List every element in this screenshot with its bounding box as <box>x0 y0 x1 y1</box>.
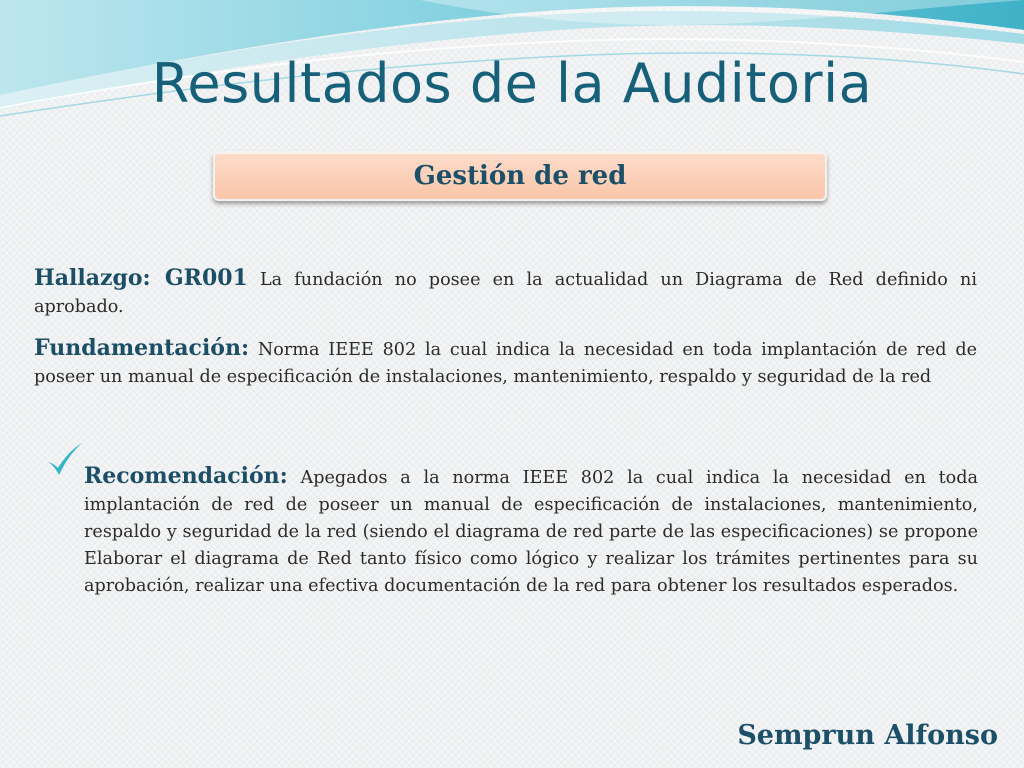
fundamentacion-label: Fundamentación: <box>34 335 250 361</box>
recomendacion-paragraph <box>84 463 978 600</box>
hallazgo-text: La fundación no posee en la actualidad un Diagrama de Red definido ni aprobado. <box>34 270 977 317</box>
slide-title: Resultados de la Auditoria <box>151 52 873 115</box>
author-name: Semprun Alfonso <box>737 720 998 751</box>
fundamentacion-paragraph <box>34 335 977 391</box>
checkmark-icon <box>44 440 84 480</box>
fundamentacion-text: Norma IEEE 802 la cual indica la necesidad en toda implantación de red de poseer un manual de especificación de instalaciones, mantenimiento, respaldo y seguridad de la red <box>34 340 977 387</box>
recomendacion-text: Apegados a la norma IEEE 802 la cual indica la necesidad en toda implantación de red de poseer un manual de especificación de instalaciones, mantenimiento, respaldo y seguridad de la red (siendo el diagrama de red parte de las especificaciones) se propone Elaborar el diagrama de Red tanto físico como lógico y realizar los trámites pertinentes para su aprobación, realizar una efectiva documentación de la red para obtener los resultados esperados. <box>84 468 978 596</box>
recomendacion-label: Recomendación: <box>84 463 288 489</box>
hallazgo-label: Hallazgo: GR001 <box>34 265 248 291</box>
section-heading-box <box>213 151 827 201</box>
hallazgo-paragraph <box>34 265 977 321</box>
section-heading: Gestión de red <box>413 161 627 191</box>
